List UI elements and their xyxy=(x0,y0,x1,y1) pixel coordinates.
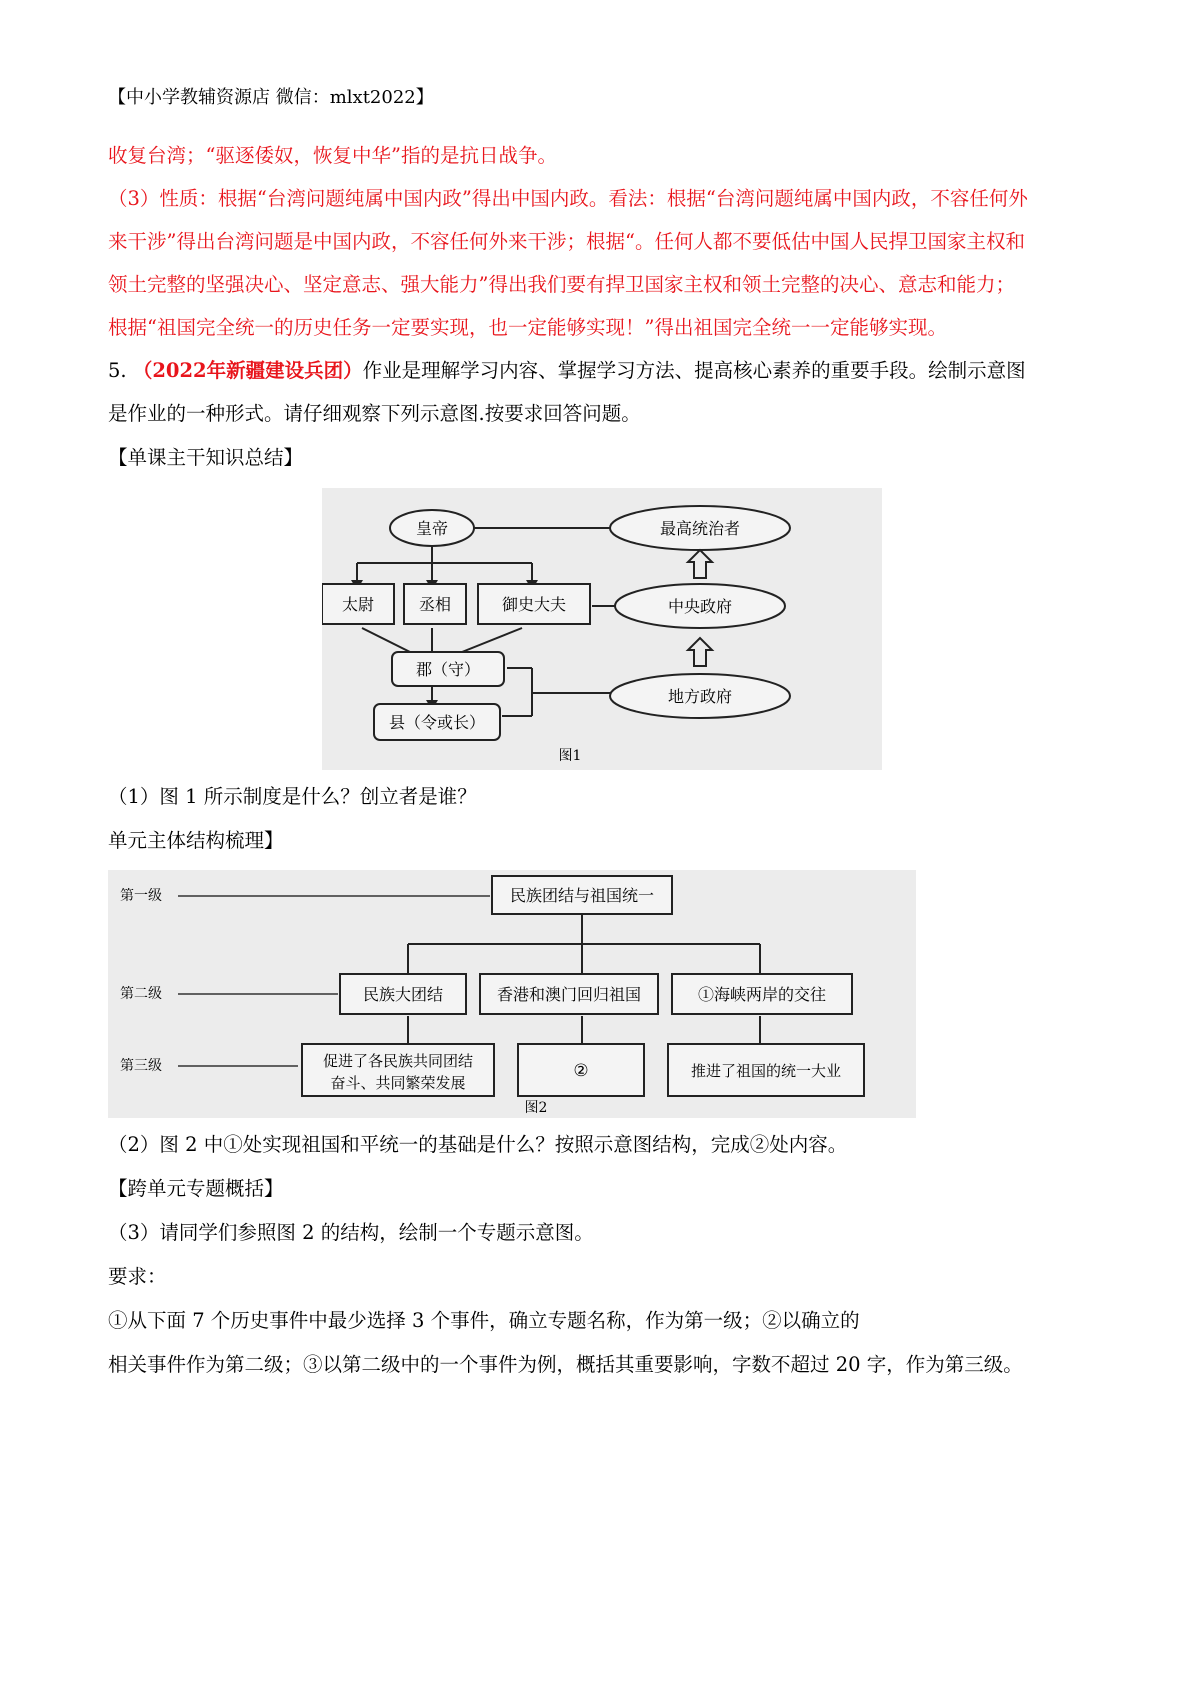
supreme-ruler-label: 最高统治者 xyxy=(659,519,741,538)
xian-label: 县（令或长） xyxy=(388,713,486,732)
answer-line-5: 根据“祖国完全统一的历史任务一定要实现，也一定能够实现！”得出祖国完全统一一定能够实现。 xyxy=(108,316,947,339)
central-gov-label: 中央政府 xyxy=(667,597,733,616)
requirements-line-2: 相关事件作为第二级；③以第二级中的一个事件为例，概括其重要影响，字数不超过 20 字，作为第三级。 xyxy=(108,1353,1023,1376)
requirements-line-1: ①从下面 7 个历史事件中最少选择 3 个事件，确立专题名称，作为第一级；②以确立的 xyxy=(108,1309,860,1332)
figure-1-diagram xyxy=(322,488,882,770)
mid-label-3: ①海峡两岸的交往 xyxy=(697,985,827,1004)
figure-2-caption: 图2 xyxy=(524,1100,548,1116)
bottom-label-3: 推进了祖国的统一大业 xyxy=(690,1062,842,1080)
chengxiang-label: 丞相 xyxy=(418,595,452,614)
question-2: （2）图 2 中①处实现祖国和平统一的基础是什么？按照示意图结构，完成②处内容。 xyxy=(108,1133,848,1156)
level-2-label: 第二级 xyxy=(120,986,162,1002)
bottom-label-1-line-2: 奋斗、共同繁荣发展 xyxy=(330,1074,466,1092)
requirements-label: 要求： xyxy=(108,1265,167,1288)
yushidafu-label: 御史大夫 xyxy=(501,595,567,614)
level-1-label: 第一级 xyxy=(120,888,162,904)
top-level-label: 民族团结与祖国统一 xyxy=(509,886,655,905)
question-1: （1）图 1 所示制度是什么？创立者是谁？ xyxy=(108,785,477,808)
question-5-line-1 xyxy=(108,358,1026,384)
question-5-line-2: 是作业的一种形式。请仔细观察下列示意图.按要求回答问题。 xyxy=(108,402,641,425)
answer-line-2: （3）性质：根据“台湾问题纯属中国内政”得出中国内政。看法：根据“台湾问题纯属中国内政，不容任何外 xyxy=(108,187,1028,210)
local-gov-label: 地方政府 xyxy=(667,687,733,706)
answer-line-1: 收复台湾；“驱逐倭奴，恢复中华”指的是抗日战争。 xyxy=(108,144,557,167)
taiwei-label: 太尉 xyxy=(341,595,375,614)
section-2-title: 单元主体结构梳理】 xyxy=(108,829,284,852)
bottom-label-1-line-1: 促进了各民族共同团结 xyxy=(322,1052,474,1070)
answer-line-4: 领土完整的坚强决心、坚定意志、强大能力”得出我们要有捍卫国家主权和领土完整的决心、意志和能力； xyxy=(108,273,1015,296)
level-3-label: 第三级 xyxy=(120,1058,162,1074)
mid-label-2: 香港和澳门回归祖国 xyxy=(496,985,642,1004)
section-3-title: 【跨单元专题概括】 xyxy=(108,1177,284,1200)
jun-label: 郡（守） xyxy=(415,660,481,679)
question-3: （3）请同学们参照图 2 的结构，绘制一个专题示意图。 xyxy=(108,1221,594,1244)
question-source: （2022年新疆建设兵团） xyxy=(132,359,363,382)
section-1-title: 【单课主干知识总结】 xyxy=(108,446,304,469)
question-number: 5. xyxy=(108,359,127,382)
mid-label-1: 民族大团结 xyxy=(362,985,444,1004)
question-text-1: 作业是理解学习内容、掌握学习方法、提高核心素养的重要手段。绘制示意图 xyxy=(362,359,1026,382)
figure-1-caption: 图1 xyxy=(558,748,582,764)
bottom-label-2: ② xyxy=(573,1061,589,1081)
figure-2-diagram xyxy=(108,870,916,1118)
header-watermark: 【中小学教辅资源店 微信：mlxt2022】 xyxy=(108,87,434,108)
answer-line-3: 来干涉”得出台湾问题是中国内政，不容任何外来干涉；根据“。任何人都不要低估中国人民捍卫国家主权和 xyxy=(108,230,1025,253)
emperor-label: 皇帝 xyxy=(415,519,449,538)
